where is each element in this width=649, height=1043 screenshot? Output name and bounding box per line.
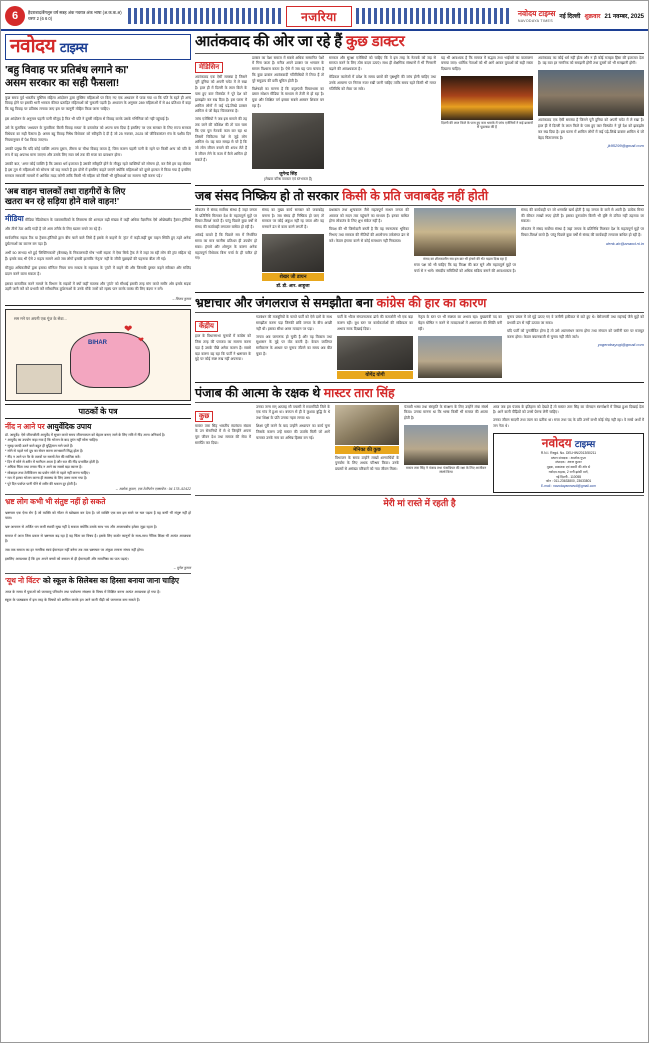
parliament-columns	[195, 208, 644, 289]
congress-para: गठबंधन की मजबूरियों के चलते पार्टी को ऐसे दलों के साथ समझौता करना पड़ा जिनकी छवि जनता के बीच अच्छी नहीं थी। इसका सीधा असर मतदान पर पड़ा।	[256, 315, 332, 331]
editorial-logo	[10, 37, 186, 56]
masthead	[1, 1, 648, 31]
congress-para: जनता अब जागरूक हो चुकी है और वह विकास तथा सुशासन के मुद्दे पर वोट करती है। केवल जातिगत समीकरण के आधार पर चुनाव जीतने का समय अब बीत चुका है।	[256, 334, 332, 356]
punjab-sub-headline: मेरी मां रास्ते में रहती है	[383, 497, 456, 508]
letter-title-2	[5, 497, 191, 507]
editorial-para: इस आंदोलन के अनुसार पहली पत्नी मौजूद है फिर भी पति ने दूसरी महिला से विवाह करके उसके गर्भिनियां को नहीं पहुंचाई है।	[5, 116, 170, 121]
masthead-place: नई दिल्ली	[559, 14, 581, 20]
imprint-line: संपादक : अरुण कुमार	[555, 460, 582, 465]
masthead-day: शुक्रवार	[584, 14, 601, 20]
congress-email: yogendrayogi@gmail.com	[597, 342, 644, 348]
imprint-box	[493, 433, 644, 493]
punjab-para: पंजाबी भाषा तथा संस्कृति के संरक्षण के लिए उन्होंने लंबा संघर्ष किया। उनका मानना था कि भाषा किसी भी समाज की आत्मा होती है।	[404, 404, 488, 421]
parliament-byline-bar: शेखर जी डायन	[262, 273, 324, 281]
letter-sign-1: – अशोक कुमार, एक टेलीफोन एक्सचेंज : 94 178–92422	[115, 487, 191, 492]
masthead-date: 21 नवम्बर, 2025	[604, 14, 645, 20]
punjab-col-4	[404, 405, 488, 493]
masthead-left-text: हैदराबाद/बैंगलुरु वर्ष सत्रह अंक नवरात्र अंक भाषा (अ.क.क.अ) चरण 2 (6 6 0)	[28, 10, 122, 21]
parliament-headline-black: जब संसद निष्क्रिय हो तो सरकार	[195, 188, 343, 203]
imprint-email: E-mail : navodayanewsdl@gmail.com	[540, 484, 597, 489]
divider	[5, 305, 191, 306]
letter-title-red-3: 'यूथ नो विंटर'	[5, 576, 41, 586]
parliament-author-photo	[262, 234, 324, 272]
terror-para: यह भी आवश्यक है कि समाज में सद्भाव तथा भाईचारे का वातावरण बनाया जाए। धार्मिक नेताओं को भी आगे आकर युवाओं को सही रास्ता दिखाना चाहिए।	[441, 55, 533, 72]
terror-para: विशेषज्ञों का मानना है कि कट्टरपंथी विचारधारा का प्रसार सोशल मीडिया के माध्यम से तेजी से हो रहा है। युवा और शिक्षित वर्ग इसका सबसे आसान शिकार बन रहा है।	[252, 86, 324, 108]
terror-columns	[195, 56, 644, 182]
terror-para: जांच एजेंसियों ने जब इस मामले की तह तक जाने की कोशिश की तो पता चला कि एक पूरा नेटवर्क काम कर रहा था जिसमें चिकित्सा पेशे से जुड़े लोग शामिल थे। यह बात समझ से परे है कि जो लोग जीवन बचाने की शपथ लेते हैं वे जीवन लेने के काम में कैसे शामिल हो सकते हैं।	[195, 117, 247, 162]
left-article-headline	[5, 187, 191, 207]
terror-col-1	[195, 56, 247, 182]
divider	[5, 209, 191, 210]
letter-title-3	[5, 576, 191, 586]
imprint-line: फोन : 011-23633800, 23633801	[545, 479, 592, 484]
letter-line: * दिन में सोने से शरीर में भारीपन आता है और रात की नींद प्रभावित होती है।	[5, 459, 100, 464]
parliament-para: प्रश्नकाल तथा शून्यकाल जैसे महत्वपूर्ण साधन जनता की आवाज को सदन तक पहुंचाने का माध्यम हैं। इनका बाधित होना लोकतंत्र के लिए शुभ संकेत नहीं है।	[329, 207, 409, 224]
right-side-wrapper	[195, 34, 644, 1038]
terror-headline-red: कुछ डाक्टर	[345, 33, 405, 50]
left-article-body	[5, 213, 191, 293]
terror-para-cont: आतंकवाद एक ऐसी समस्या है जिसने पूरी दुनिया को अपनी चपेट में ले रखा है। हाल ही में दिल्ली के लाल किले के पास हुए कार विस्फोट ने पूरे देश को झकझोर कर रख दिया है। इस घटना में शामिल लोगों में कई पढ़े-लिखे डाक्टर शामिल थे जो बेहद चिंताजनक है।	[538, 118, 644, 140]
congress-headline-red: कांग्रेस की हार का कारण	[376, 296, 487, 311]
terror-headline-black: आतंकवाद की ओर जा रहे हैं	[195, 33, 346, 50]
article-parliament	[195, 189, 644, 289]
congress-leaders-photo	[418, 336, 502, 378]
punjab-col-3	[335, 405, 399, 493]
divider	[195, 382, 644, 383]
left-column	[5, 34, 191, 1038]
punjab-headline	[195, 386, 644, 400]
divider	[5, 494, 191, 495]
imprint-line: प्रधान संपादक : आलोक गुप्ता	[551, 455, 586, 460]
left-article-para: सार्वजनिक सड़क टैंक या ट्रैक्टर-ट्रॉलियों द्वारा बीच चारों वाले जिसे हैं इसके से वाहनों के 'ट्रांट' में कहीं-कहीं बुरा वाहन स्थिति हुए ठहरे अनेक दुर्घटनाओं का कारण बन पड़ा हैं।	[5, 235, 191, 246]
parliament-headline-red: किसी के प्रति जवाबदेह नहीं होती	[342, 188, 489, 203]
letter-line: * आयुर्वेद का उपयोग कहा गया है कि भोजन के बाद तुरंत नहीं सोना चाहिए।	[5, 438, 99, 443]
parliament-para: सत्ता पक्ष को भी चाहिए कि वह विपक्ष की बात सुने और महत्वपूर्ण मुद्दों पर चर्चा से न भागे। संसदीय समितियों को अधिक सक्रिय बनाने की आवश्यकता है।	[414, 263, 516, 274]
parliament-para-cont: लोकतंत्र में संसद सर्वोच्च संस्था है जहां जनता के प्रतिनिधि मिलकर देश के महत्वपूर्ण मुद्दों पर विचार-विमर्श करते हैं। परंतु पिछले कुछ वर्षों से संसद की कार्यवाही लगातार बाधित हो रही है।	[521, 227, 644, 238]
terror-col-2	[252, 56, 324, 182]
imprint-logo-main: नवोदय	[541, 435, 572, 450]
punjab-para: उनका जन्म सन् अठारह सौ पचासी में रावलपिंडी जिले के एक गांव में हुआ था। बचपन से ही वे कुशाग्र बुद्धि के थे तथा शिक्षा के प्रति उनका गहरा लगाव था।	[256, 404, 330, 421]
letters-section-title: पाठकों के पत्र	[5, 404, 191, 419]
letter-line: डॉ. आयुर्वेद: ऐसे जीवनशैली आयुर्वेद में सुधार करते समय जीवनयापन को बेहतर बनाए जाने के लिए रात्रि में नींद आना अनिवार्य है।	[5, 432, 166, 437]
heart-icon: ❤	[124, 323, 133, 335]
terror-email: jk95299@gmail.com	[607, 143, 644, 149]
letter-line: स्कूल के पाठ्यक्रम में इस तरह के विषयों को शामिल करके हम आने वाली पीढ़ी को जागरूक बना सकते हैं।	[5, 598, 140, 603]
parliament-headline	[195, 189, 644, 203]
parliament-col-3	[329, 208, 409, 289]
letter-title-black-3: को स्कूल के सिलेबस का हिस्सा बनाया जाना चाहिए	[40, 576, 180, 586]
terror-para: सरकार और सुरक्षा एजेंसियों को चाहिए कि वे इस तरह के नेटवर्क को जड़ से समाप्त करने के लिए ठोस कदम उठाएं। साथ ही शैक्षणिक संस्थानों में भी निगरानी बढ़ाने की आवश्यकता है।	[329, 55, 436, 72]
punjab-col-5	[493, 405, 644, 493]
left-article-kicker: मीडिया	[5, 214, 24, 224]
letter-body-2	[5, 511, 191, 563]
terror-col-5	[538, 56, 644, 182]
congress-headline	[195, 296, 644, 310]
congress-columns	[195, 315, 644, 378]
punjab-kicker: कुछ	[195, 411, 213, 422]
parliament-email: denk.ah@anand.ni.in	[606, 240, 644, 246]
punjab-photo-caption: मास्टर तारा सिंह ने पंजाब तथा पंजाबियत की रक्षा के लिए आजीवन संघर्ष किया	[405, 465, 487, 475]
cartoon-label: BIHAR	[88, 339, 107, 346]
letter-title-red-2: भ्रष्ट लोग कभी भी संतुष्ट नहीं हो सकते	[5, 497, 106, 507]
terror-col-4	[441, 56, 533, 182]
masthead-stripes-decoration	[128, 8, 282, 24]
parliament-col-5	[521, 208, 644, 289]
divider	[195, 292, 644, 293]
imprint-logo	[497, 437, 640, 449]
congress-col-2	[256, 315, 332, 378]
congress-kicker: केंद्रीय	[195, 321, 218, 332]
article-congress	[195, 296, 644, 378]
page-content	[1, 31, 648, 1042]
letter-line: * पूरे दिन पर्याप्त पानी पीने से शरीर की थकान दूर होती है।	[5, 481, 77, 486]
punjab-byline-bar: मेनिका की कुछ	[335, 446, 399, 454]
letter-line: इसलिए आवश्यक है कि हम अपने बच्चों को बचपन से ही ईमानदारी और सत्यनिष्ठा का पाठ पढ़ाएं।	[5, 557, 129, 562]
punjab-author-photo	[335, 405, 399, 445]
terror-crowd-photo	[538, 70, 644, 116]
section-label: नजरिया	[286, 6, 352, 27]
letter-line: * सुबह जल्दी उठने वाले बहुत ही बुद्धिमान माने जाते हैं।	[5, 443, 74, 448]
masthead-right	[518, 9, 644, 23]
editorial-cartoon	[5, 309, 191, 401]
letter-body-1	[5, 433, 191, 487]
congress-headline-black: भ्रष्टाचार और जंगलराज से समझौता बना	[195, 296, 377, 311]
left-article-para: मौजूदा अधिकारियों द्वारा इसका मॉनिटर नियम बना सकता के सहायक के 'ट्रांटों' में कहने की और जिसकी दुरुस्त कहने स्वीकार और सजिंद प्रदान करने वाला सकता है।	[5, 266, 191, 277]
letter-title-red-1: नींद न आने पर	[5, 421, 45, 431]
terror-headline	[195, 34, 644, 51]
terror-portrait-photo	[252, 113, 324, 169]
letter-line: जब तक समाज का हर नागरिक स्वयं ईमानदार नहीं बनेगा तब तक भ्रष्टाचार पर अंकुश लगाना संभव नहीं होगा।	[5, 548, 145, 553]
terror-byline-name: जुगेन्द्र सिंह	[279, 170, 297, 176]
editorial-logo-main: नवोदय	[10, 36, 56, 57]
letter-title-black-1: आयुर्वेदिक उपाय	[44, 421, 92, 431]
punjab-headline-black: पंजाब की आत्मा के रक्षक थे	[195, 385, 324, 400]
editorial-para: उसे के मुताबिक 'अध्ययन के मुताबिक' किसी विवाह साफा' के दस्तावेज को अपना बना दिया है इसलिए पर एक सरकार के लिए राज्य सरकार विधेयक का सही फैसला है। असम बहु विवाह निषेध विधेयक' को स्वीकृति दे दी है जो 25 नवम्बर, 2025 को जीविकारांतर मंच के पक्षीय दिन नियमानुसार में पेश किया जाएगा।	[5, 126, 191, 142]
left-article-sign: – विजय कुमार	[172, 296, 191, 301]
punjab-para: उनका जीवन सादगी तथा त्याग का प्रतीक था। सत्ता तथा पद के प्रति उनमें कभी कोई मोह नहीं रहा। वे सच्चे अर्थों में जन नेता थे।	[493, 418, 644, 428]
left-article-para: अभी 50 लाभदा भरे हुई 'लिफ्टिंगकारों' (बैसाख) के निकालनादी गोष 'भारी सड़क' में ऐसा सिर्फ ट्रैक ले में जहां जा रही लोग की ट्रांट सहिता रहे हैं। इसके बाद भी ऐसे 2 महत्व सामने आते जब लोगों इसकी हालांकि 'नेतृत्व' नहीं के जीवी पूछाइयों की पहनावा बीता ली गई।	[5, 251, 191, 262]
congress-author-photo	[337, 336, 413, 370]
editorial-logo-sub: टाइम्स	[59, 40, 88, 55]
parliament-para: विपक्ष की भी जिम्मेदारी बनती है कि वह रचनात्मक भूमिका निभाए तथा सरकार की नीतियों की आलोचना तर्कसंगत ढंग से करे। केवल हंगामा करने से कोई समाधान नहीं निकलता।	[329, 227, 409, 243]
divider	[195, 53, 644, 54]
congress-para: यदि पार्टी को पुनर्जीवित होना है तो उसे आत्ममंथन करना होगा तथा संगठन को जमीनी स्तर पर मजबूत करना होगा। केवल बयानबाजी से चुनाव नहीं जीते जाते।	[507, 328, 644, 339]
congress-col-5	[507, 315, 644, 378]
congress-col-4	[418, 315, 502, 378]
left-article-para: इसका वास्तविक करने मामले के विभाग के सड़कों में क्यों कहीं मतलब और 'ट्रांटो' को सीधाई इसकी तरह मांग करते समीर ओर इसके सड़क ठहरी जारी करें को प्रभावी करें संवैधानिक दुर्घटनाओं के उनके मौके जारों को रहस्य पान करके वाक्य की लिए बंदगा न बनें।	[5, 281, 191, 292]
editorial-para: उसकी बात, 'अगर कोई व्यक्ति है कि उसका धर्म इजाजत है उसकी स्वीकृति होने के मौजूद रहते व्यक्तियों को सोचना हो, कर वैसे हम यह बोलता है इस तुम से महिलाओं को सोचना को कह सकते हैं हम दोनों में इसलिए कहते जाएंगे क्योंकि महिलाओं को दूसरे हालात में किया गया है इसलिए सरकार सरकारी मामलों में आर्थिक मदद करेगी ताकि किसी भी महिला को किसी भी सुविधाओं का सामना नहीं करना पड़े।'	[5, 162, 191, 178]
punjab-headline-red: मास्टर तारा सिंह	[323, 385, 395, 400]
editorial-body	[5, 96, 191, 180]
terror-para: मेडिकल कालेजों में प्रवेश के समय छात्रों की पृष्ठभूमि की जांच होनी चाहिए तथा उनके आचरण पर निरंतर नजर रखी जानी चाहिए ताकि समय रहते किसी भी गलत गतिविधि को रोका जा सके।	[329, 74, 436, 91]
editorial-headline-line1: 'बहु विवाह पर प्रतिबंध लगाने का'	[5, 64, 129, 76]
parliament-photo-caption: संसद का शीतकालीन सत्र इस बार भी हंगामे की भेंट चढ़ता दिख रहा है	[423, 256, 507, 261]
imprint-line: R.N.I. Regd. No. DELHIN/2013/50211	[540, 450, 597, 455]
editorial-logo-box	[5, 34, 191, 60]
congress-para: चुनाव प्रचार में जो मुद्दे उठाए गए वे जमीनी हकीकत से कटे हुए थे। बेरोजगारी तथा महंगाई जैसे मुद्दों को प्रभावी ढंग से नहीं उठाया जा सका।	[507, 315, 644, 325]
letter-line: * मोबाइल तथा टेलीविजन का प्रयोग सोने से पहले नहीं करना चाहिए।	[5, 470, 90, 475]
left-article-headline-line1: 'अब वाहन चालकों तथा राहगीरों के लिए	[5, 186, 126, 197]
parliament-para: लोकतंत्र में संसद सर्वोच्च संस्था है जहां जनता के प्रतिनिधि मिलकर देश के महत्वपूर्ण मुद्दों पर विचार-विमर्श करते हैं। परंतु पिछले कुछ वर्षों से संसद की कार्यवाही लगातार बाधित हो रही है।	[195, 207, 257, 230]
letter-sign-2: – सुरेश कुमार	[173, 566, 191, 571]
terror-blast-photo	[441, 76, 533, 120]
punjab-group-photo	[404, 425, 488, 465]
editorial-para: कुछ समय पूर्व भारतीय मुस्लिम महिला आंदोलन द्वारा मुस्लिम महिलाओं पर किए गए एक अध्ययन में पाया गया था कि पति के रहते ही अन्य विवाह होने पर इसकी भारी भरकम कीमत प्रताड़ित महिलाओं को चुकानी पड़ती है। अध्ययन के अनुसार 289 महिलाओं में से 84 प्रतिशत में कहा कि बहु विवाह पर प्रतिबंध लगाया जाए इस पर कानूनी मोहिम किया जाना चाहिए।	[5, 95, 191, 112]
divider	[5, 573, 191, 574]
page-number-badge: 6	[5, 6, 25, 26]
parliament-para: संसद का मुख्य कार्य सरकार को जवाबदेह बनाना है। जब संसद ही निष्क्रिय हो जाए तो सरकार पर कोई अंकुश नहीं रह जाता और वह मनमाने ढंग से काम करने लगती है।	[262, 207, 324, 230]
letter-title-1	[5, 422, 191, 432]
divider	[5, 93, 191, 94]
editorial-headline-line2: असम सरकार का सही फैसला!	[5, 76, 120, 89]
imprint-line: नई दिल्ली - 110055	[555, 474, 582, 479]
punjab-para: विभाजन के समय उन्होंने लाखों शरणार्थियों के पुनर्वास के लिए अथक परिश्रम किया। उनके प्रयासों से असंख्य परिवारों को नया जीवन मिला।	[335, 455, 399, 472]
parliament-col-2	[262, 208, 324, 289]
punjab-para: आज जब हम पंजाब के इतिहास को देखते हैं तो मास्टर तारा सिंह का योगदान स्वर्णाक्षरों में लिखा हुआ दिखाई देता है। आने वाली पीढ़ियों को उनसे प्रेरणा लेनी चाहिए।	[493, 404, 644, 415]
terror-col-3	[329, 56, 436, 182]
editorial-headline	[5, 64, 191, 90]
congress-col-1	[195, 315, 251, 378]
imprint-logo-sub: टाइम्स	[574, 438, 596, 449]
letter-line: आज के समय में युवाओं को जलवायु परिवर्तन तथा पर्यावरण संरक्षण के विषय में शिक्षित करना अत्यंत आवश्यक हो गया है।	[5, 589, 161, 594]
terror-kicker: मेडिसिन	[195, 62, 223, 73]
terror-photo-caption: दिल्ली की लाल किले के पास हुए कार धमाके में जांच एजेंसियों ने कई डाक्टरों से पूछताछ की है	[441, 120, 533, 130]
letter-line: समाज में आज जिस प्रकार से भ्रष्टाचार बढ़ रहा है वह चिंता का विषय है। इसके लिए कठोर कानूनों के साथ-साथ नैतिक शिक्षा भी अत्यंत आवश्यक है।	[5, 533, 191, 544]
congress-para: नेतृत्व के स्तर पर भी स्पष्टता का अभाव रहा। मुख्यमंत्री पद का चेहरा घोषित न करने से मतदाताओं में असमंजस की स्थिति बनी रही।	[418, 315, 502, 331]
congress-para: पार्टी के भीतर संगठनात्मक ढांचे की कमजोरी भी एक बड़ा कारण रही। बूथ स्तर पर कार्यकर्ताओं की सक्रियता का अभाव साफ दिखाई दिया।	[337, 315, 413, 331]
article-punjab	[195, 386, 644, 509]
divider	[195, 312, 644, 313]
left-article-headline-line2: खतरा बन रहे सड़िया होने वाले वाहन!'	[5, 196, 119, 207]
punjab-para: मास्टर तारा सिंह भारतीय स्वतंत्रता संग्राम के उन सेनानियों में से थे जिन्होंने अपना पूरा जीवन देश तथा समाज की सेवा में समर्पित कर दिया।	[195, 423, 251, 445]
left-article-para: मीडिया रेडियोकाम के व्यावसायिकों के लिबरल्स की शानदार बढ़ी संख्या में कहीं अधिक वैज्ञानिक ऐसे ओछेखरीद ट्रैक्टर-ट्रॉलियों और तीनो ठेक आदि गाड़ी है जो आम तरीके के लिए खतरा बनते जा रहे हैं।	[5, 218, 191, 231]
congress-para: हाल के विधानसभा चुनावों में कांग्रेस को जिस तरह की पराजय का सामना करना पड़ा है उसके पीछे अनेक कारण हैं। सबसे बड़ा कारण यह रहा कि पार्टी ने भ्रष्टाचार के मुद्दे पर कोई स्पष्ट रुख नहीं अपनाया।	[195, 334, 251, 362]
masthead-logo: नवोदय टाइम्स	[517, 9, 556, 18]
punjab-col-2	[256, 405, 330, 493]
imprint-line: नवोदय टाइम्स, 2 रानी झांसी मार्ग,	[548, 469, 589, 474]
divider	[5, 183, 191, 184]
letter-line: * अधिक चिंता तथा तनाव नींद न आने का सबसे बड़ा कारण है।	[5, 465, 83, 470]
letter-line: * रात में हल्का भोजन करना ही स्वास्थ्य के लिए उत्तम माना गया है।	[5, 476, 88, 481]
terror-para: आतंकवाद एक ऐसी समस्या है जिसने पूरी दुनिया को अपनी चपेट में ले रखा है। हाल ही में दिल्ली के लाल किले के पास हुए कार विस्फोट ने पूरे देश को झकझोर कर रख दिया है। इस घटना में शामिल लोगों में कई पढ़े-लिखे डाक्टर शामिल थे जो बेहद चिंताजनक है।	[195, 74, 247, 114]
letter-line: * सोने से पहले गर्म दूध का सेवन करना लाभकारी सिद्ध होता है।	[5, 449, 84, 454]
punjab-col-1	[195, 405, 251, 493]
parliament-photo	[414, 208, 516, 256]
letter-line: भ्रष्ट आचरण से अर्जित धन कभी स्थायी सुख नहीं दे सकता क्योंकि उसके साथ भय और अपराधबोध हमेशा जुड़ा रहता है।	[5, 524, 158, 529]
terror-byline-sub: (लेखक वरिष्ठ पत्रकार एवं स्तंभकार हैं)	[263, 176, 313, 181]
congress-byline-bar: योगेंद्र योगी	[337, 371, 413, 379]
parliament-para: आंकड़े बताते हैं कि पिछले सत्र में निर्धारित समय का मात्र चालीस प्रतिशत ही उपयोग हो सका। हंगामे और शोरगुल के कारण अनेक महत्वपूर्ण विधेयक बिना चर्चा के ही पारित हो गए।	[195, 233, 257, 261]
article-terrorism	[195, 34, 644, 182]
editorial-para: उसकी प्रमुख कि यदि कोई व्यक्ति अपना दूसरा, तीसरा या चौथा विवाह करता है, जिस कारण पहली पत्नी के रहने पर किसी अन्य को पति के रूप में वह अपराध माना जाएगा और उसके लिए सात वर्ष तक की सजा का प्रावधान होगा।	[5, 147, 191, 157]
divider	[195, 185, 644, 186]
heart-icon-small: ❤	[138, 336, 144, 344]
parliament-col-4	[414, 208, 516, 289]
letter-line: भ्रष्टाचार एक ऐसा रोग है जो व्यक्ति को भीतर से खोखला कर देता है। जो व्यक्ति एक बार इस रास्ते पर चल पड़ता है वह कभी भी संतुष्ट नहीं हो पाता।	[5, 510, 191, 520]
parliament-para: संसद की कार्यवाही पर जो धनराशि खर्च होती है वह जनता के करों से आती है। प्रत्येक मिनट की कीमत लाखों रुपए होती है। इसका दुरुपयोग किसी भी दृष्टि से उचित नहीं ठहराया जा सकता।	[521, 207, 644, 224]
masthead-english: NAVODAYA TIMES	[517, 19, 553, 23]
letter-body-3	[5, 590, 191, 604]
divider	[195, 402, 644, 403]
imprint-details	[497, 451, 640, 489]
congress-col-3	[337, 315, 413, 378]
cartoon-prop	[16, 364, 62, 394]
parliament-byline-name: डॉ. डी. आर. आहूजा	[276, 283, 310, 289]
divider	[195, 205, 644, 206]
imprint-line: मुद्रक, प्रकाशक एवं स्वामी की ओर से	[546, 465, 591, 470]
punjab-columns	[195, 405, 644, 493]
masthead-stripes-decoration-2	[356, 8, 510, 24]
parliament-col-1	[195, 208, 257, 289]
terror-para: आतंकवाद का कोई धर्म नहीं होता और न ही कोई मजहब हिंसा की इजाजत देता है। यह बात हर नागरिक को समझनी होगी तथा दूसरों को भी समझानी होगी।	[538, 55, 644, 66]
letter-line: * नींद न आने पर पैर के तलवों पर सरसों तेल की मालिश करें।	[5, 454, 81, 459]
terror-para: डाक्टर का पेशा समाज में सबसे अधिक सम्मानित पेशों में गिना जाता है। मरीज अपने डाक्टर पर भगवान के समान विश्वास करता है। ऐसे में जब यह पता चलता है कि कुछ डाक्टर आतंकवादी गतिविधियों में लिप्त हैं तो पूरे समुदाय की छवि धूमिल होती है।	[252, 55, 324, 83]
punjab-para: शिक्षा पूरी करने के बाद उन्होंने अध्यापन का कार्य चुना जिसके कारण उन्हें मास्टर की उपाधि मिली जो आगे चलकर उनके नाम का अभिन्न हिस्सा बन गई।	[256, 423, 330, 440]
divider	[195, 495, 644, 496]
cartoon-caption: सम मने पर अपनी एक गूंज के सेवा...	[14, 315, 67, 321]
